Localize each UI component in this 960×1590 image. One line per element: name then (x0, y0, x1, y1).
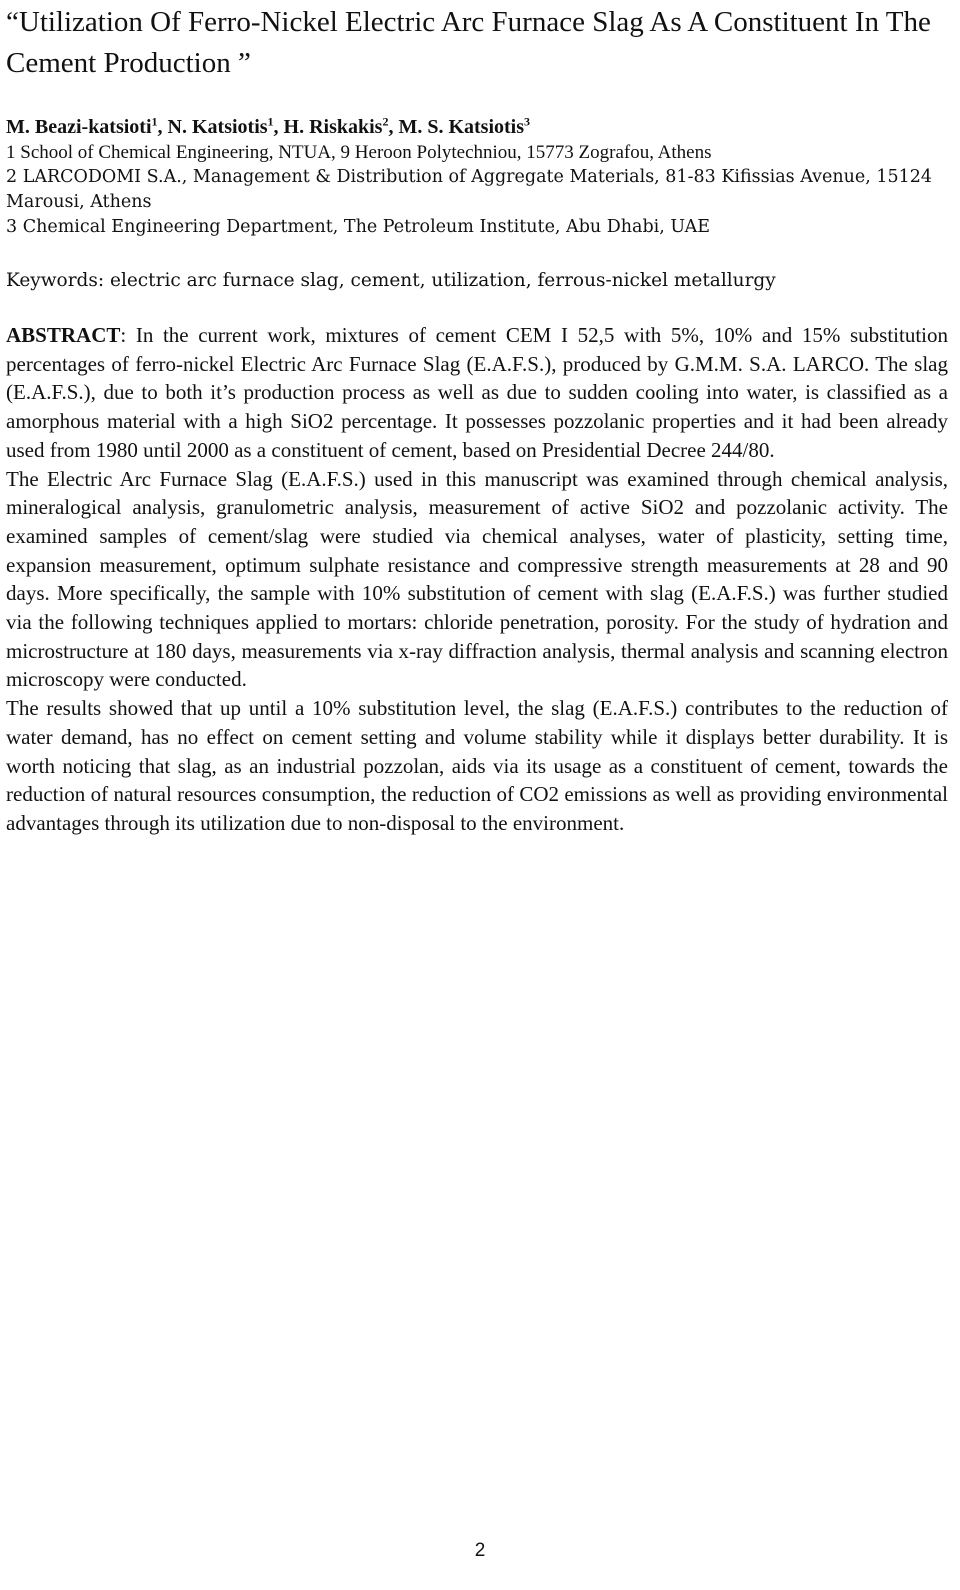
abstract-paragraph: The results showed that up until a 10% substitution level, the slag (E.A.F.S.) contributes to the reduction of water demand, has no effect on cement setting and volume stability while it displays better durability. It is worth noticing that slag, as an industrial pozzolan, aids via its usage as a constituent of cement, towards the reduction of natural resources consumption, the reduction of CO2 emissions as well as providing environmental advantages through its utilization due to non-disposal to the environment. (6, 696, 948, 835)
keywords: Keywords: electric arc furnace slag, cement, utilization, ferrous-nickel metallurgy (6, 270, 776, 291)
author-name: H. Riskakis (283, 116, 383, 138)
page-number: 2 (474, 1540, 486, 1561)
abstract-text: : In the current work, mixtures of cement CEM I 52,5 with 5%, 10% and 15% substitution percentages of ferro-nickel Electric Arc Furnace Slag (E.A.F.S.), produced by G.M.M. S.A. LARCO. The slag (E.A.F.S.), due to both it’s production process as well as due to sudden cooling into water, is classified as a amorphous material with a high SiO2 percentage. It possesses pozzolanic properties and it had been already used from 1980 until 2000 as a constituent of cement, based on Presidential Decree 244/80. (6, 323, 948, 462)
affiliation-2: 2 LARCODOMI S.A., Management & Distribution of Aggregate Materials, 81-83 Kifissias Avenue, 15124 Marousi, Athens (6, 167, 933, 212)
abstract-label: ABSTRACT (6, 323, 121, 347)
author-affiliation-marker: 1 (151, 114, 158, 129)
author-name: M. Beazi-katsioti (6, 116, 152, 138)
abstract-paragraph: The Electric Arc Furnace Slag (E.A.F.S.) used in this manuscript was examined through chemical analysis, mineralogical analysis, granulometric analysis, measurement of active SiO2 and pozzolanic activity. The examined samples of cement/slag were studied via chemical analyses, water of plasticity, setting time, expansion measurement, optimum sulphate resistance and compressive strength measurements at 28 and 90 days. More specifically, the sample with 10% substitution of cement with slag (E.A.F.S.) was further studied via the following techniques applied to mortars: chloride penetration, porosity. For the study of hydration and microstructure at 180 days, measurements via x-ray diffraction analysis, thermal analysis and scanning electron microscopy were conducted. (6, 466, 948, 692)
paper-page (6, 0, 948, 838)
author-name: N. Katsiotis (167, 116, 268, 138)
paper-title: “Utilization Of Ferro-Nickel Electric Arc Furnace Slag As A Constituent In The Cement Production ” (6, 6, 931, 79)
author-affiliation-marker: 2 (382, 114, 389, 129)
author-name: M. S. Katsiotis (398, 116, 525, 138)
author-affiliation-marker: 1 (267, 114, 274, 129)
abstract (6, 321, 948, 838)
affiliation-3: 3 Chemical Engineering Department, The Petroleum Institute, Abu Dhabi, UAE (6, 217, 711, 237)
affiliation-1: 1 School of Chemical Engineering, NTUA, 9 Heroon Polytechniou, 15773 Zografou, Athens (6, 142, 712, 163)
author-list: M. Beazi-katsioti$^1$, N. Katsiotis$^1$, H. Riskakis$^2$, M. S. Katsiotis$^3$ (6, 114, 531, 138)
abstract-paragraph (6, 321, 948, 465)
author-affiliation-marker: 3 (524, 114, 531, 129)
